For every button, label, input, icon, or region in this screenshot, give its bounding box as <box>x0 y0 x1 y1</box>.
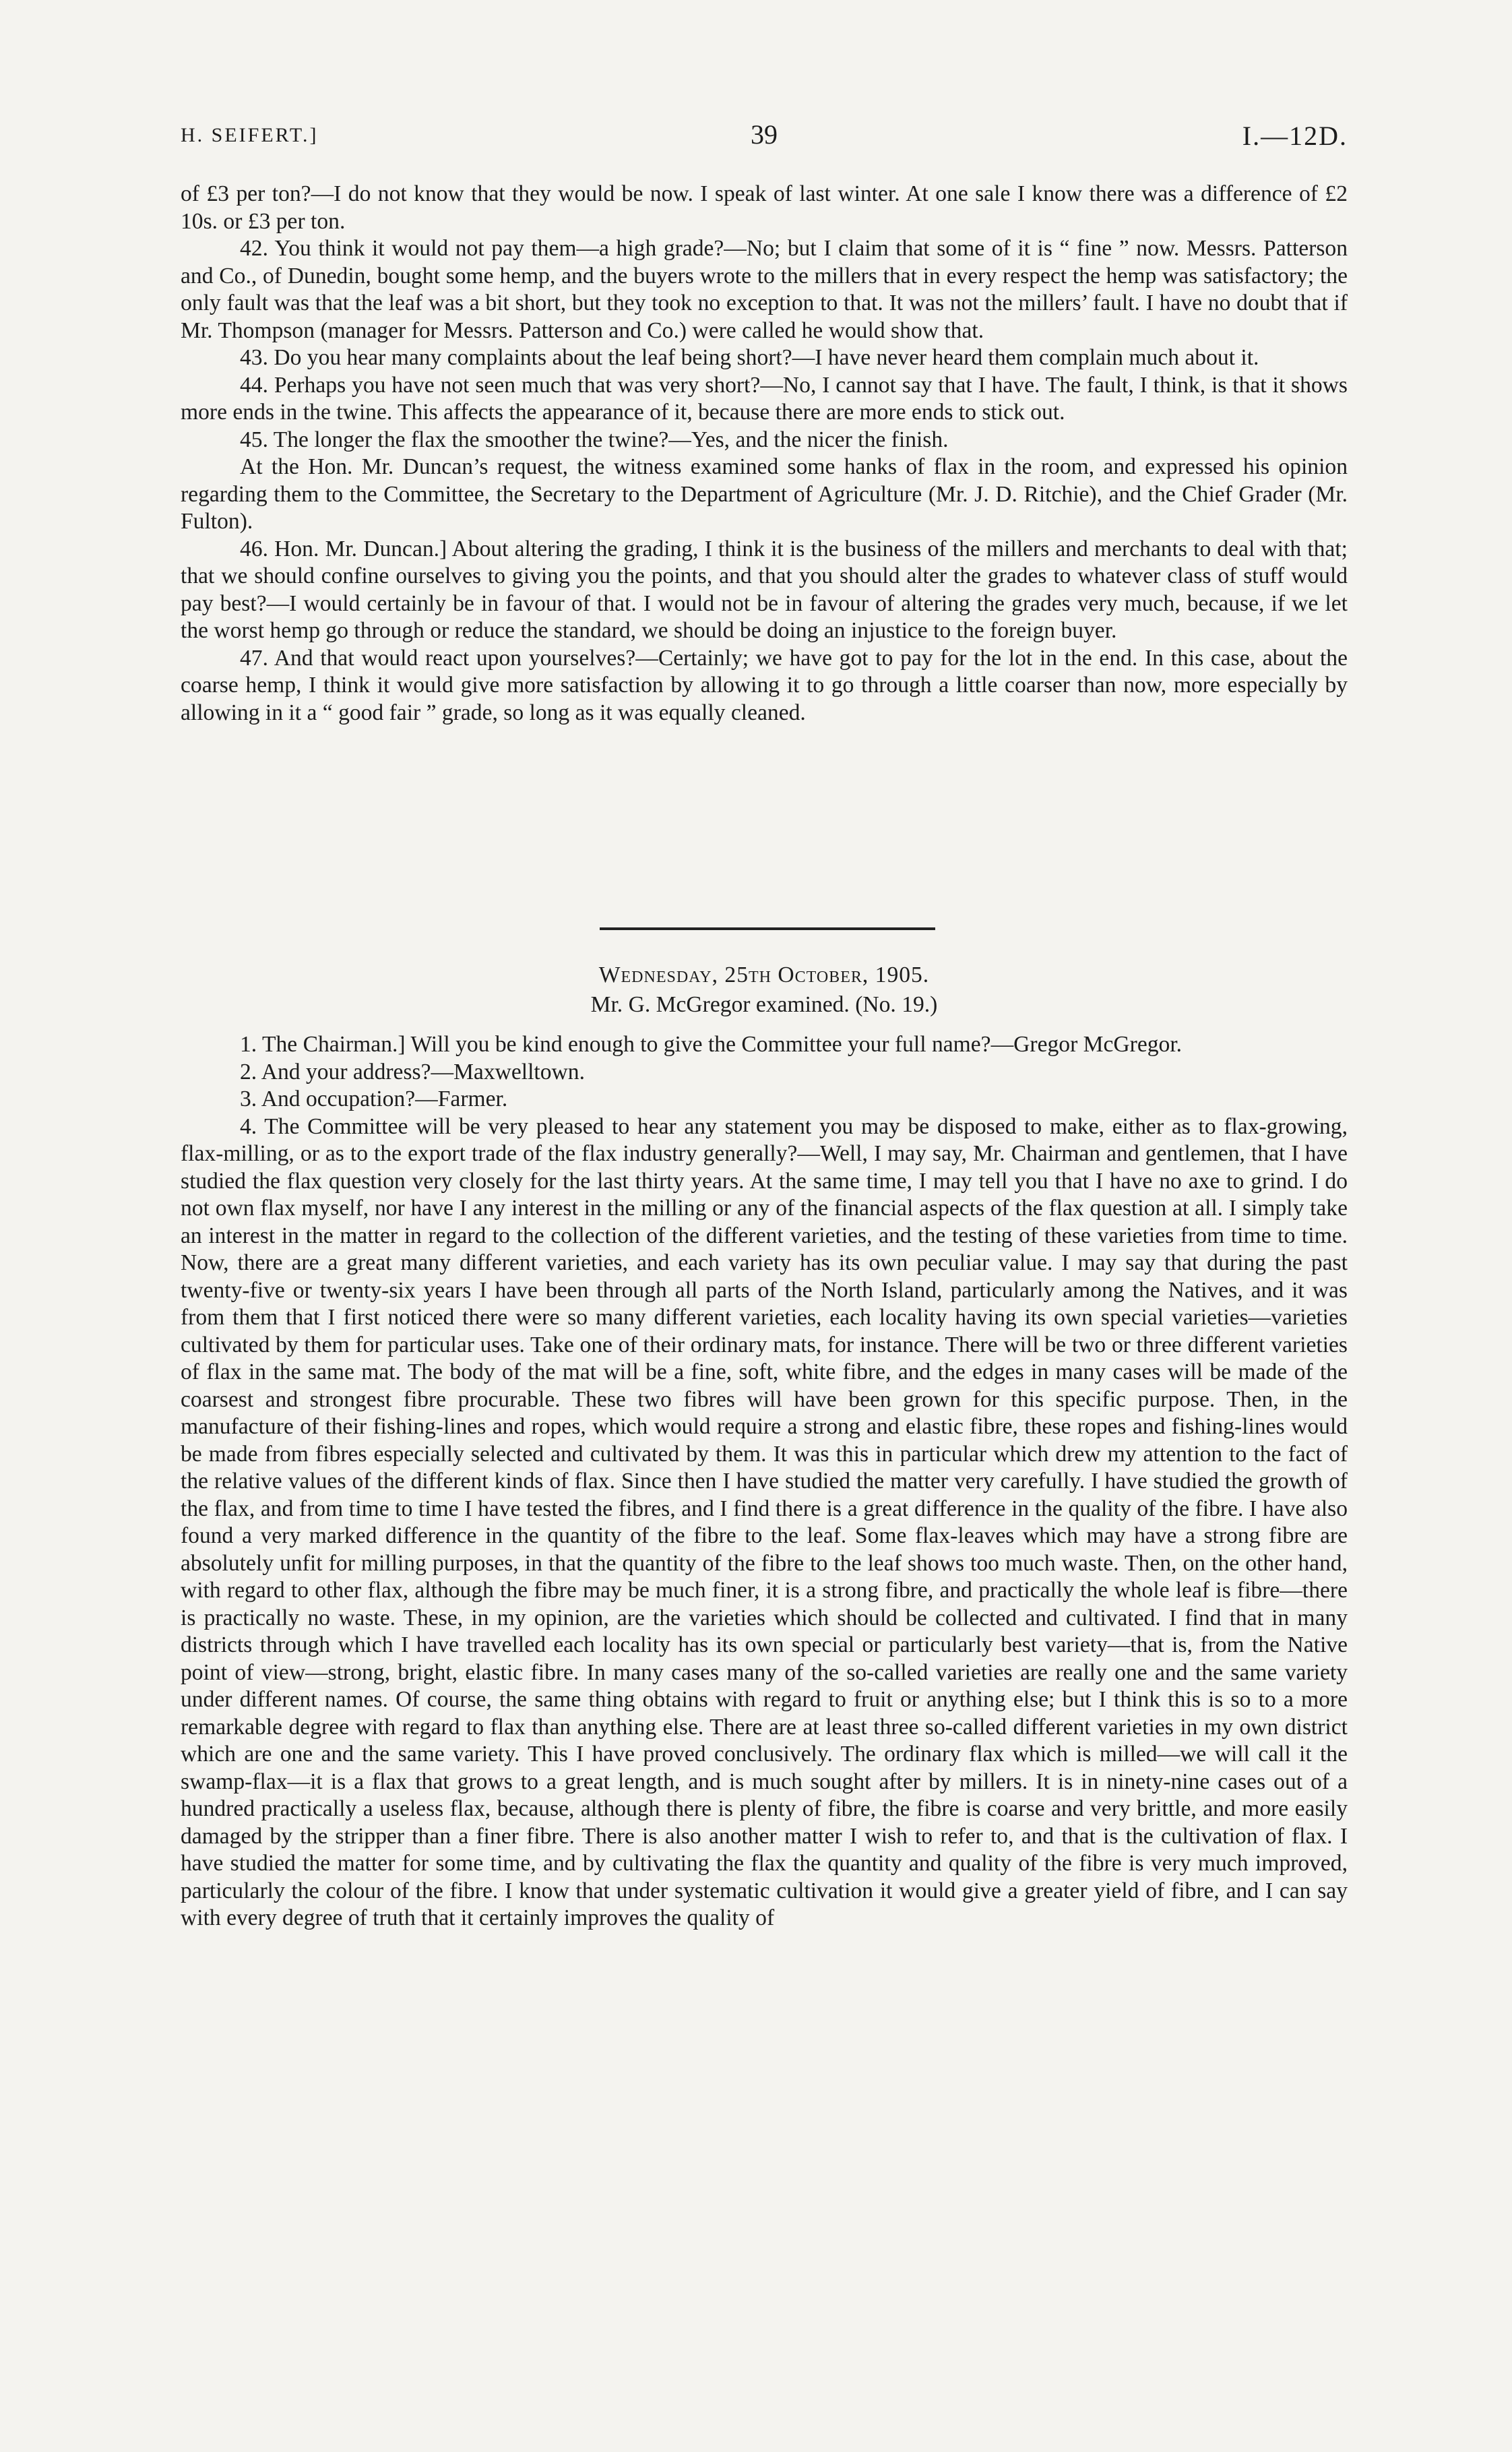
evidence-section-seifert <box>181 181 1348 727</box>
paragraph: 3. And occupation?—Farmer. <box>240 1086 508 1111</box>
section-divider <box>600 927 935 930</box>
paragraph: At the Hon. Mr. Duncan’s request, the witness examined some hanks of flax in the room, and expressed his opinion regarding them to the Committee, the Secretary to the Department of Agriculture (Mr. J. D. Ritchie), and the Chief Grader (Mr. Fulton). <box>181 454 1348 534</box>
page-number: 39 <box>751 119 778 150</box>
paragraph: 43. Do you hear many complaints about the leaf being short?—I have never heard them complain much about it. <box>240 345 1259 370</box>
paper-reference: I.—12D. <box>1242 121 1348 151</box>
paragraph: 44. Perhaps you have not seen much that was very short?—No, I cannot say that I have. The fault, I think, is that it shows more ends in the twine. This affects the appearance of it, because there are more ends to stick out. <box>181 372 1348 425</box>
page-header <box>181 119 1348 159</box>
paragraph: 4. The Committee will be very pleased to hear any statement you may be disposed to make, either as to flax-growing, flax-milling, or as to the export trade of the flax industry generally?—Well, I may say, Mr. Chairman and gentlemen, that I have studied the flax question very closely for the last thirty years. At the same time, I may tell you that I have no axe to grind. I do not own flax myself, nor have I any interest in the milling or any of the financial aspects of the flax question at all. I simply take an interest in the matter in regard to the collection of the different varieties, and the testing of these varieties from time to time. Now, there are a great many different varieties, and each variety has its own peculiar value. I may say that during the past twenty-five or twenty-six years I have been through all parts of the North Island, particularly among the Natives, and it was from them that I first noticed there were so many different varieties, each locality having its own special varieties—varieties cultivated by them for particular uses. Take one of their ordinary mats, for instance. There will be two or three different varieties of flax in the same mat. The body of the mat will be a fine, soft, white fibre, and the edges in many cases will be made of the coarsest and strongest fibre procurable. These two fibres will have been grown for this specific purpose. Then, in the manufacture of their fishing-lines and ropes, which would require a strong and elastic fibre, these ropes and fishing-lines would be made from fibres especially selected and cultivated by them. It was this in particular which drew my attention to the fact of the relative values of the different kinds of flax. Since then I have studied the matter very carefully. I have studied the growth of the flax, and from time to time I have tested the fibres, and I find there is a great difference in the quality of the fibre. I have also found a very marked difference in the quantity of the fibre to the leaf. Some flax-leaves which may have a strong fibre are absolutely unfit for milling purposes, in that the quantity of the fibre to the leaf shows too much waste. Then, on the other hand, with regard to other flax, although the fibre may be much finer, it is a strong fibre, and practically the whole leaf is fibre—there is practically no waste. These, in my opinion, are the varieties which should be collected and cultivated. I find that in many districts through which I have travelled each locality has its own special or particularly best variety—that is, from the Native point of view—strong, bright, elastic fibre. In many cases many of the so-called varieties are really one and the same variety under different names. Of course, the same thing obtains with regard to fruit or anything else; but I think this is so to a more remarkable degree with regard to flax than anything else. There are at least three so-called different varieties in my own district which are one and the same variety. This I have proved conclusively. The ordinary flax which is milled—we will call it the swamp-flax—it is a flax that grows to a great length, and is much sought after by millers. It is in ninety-nine cases out of a hundred practically a useless flax, because, although there is plenty of fibre, the fibre is coarse and very brittle, and more easily damaged by the stripper than a finer fibre. There is also another matter I wish to refer to, and that is the cultivation of flax. I have studied the matter for some time, and by cultivating the flax the quantity and quality of the fibre is very much improved, particularly the colour of the fibre. I know that under systematic cultivation it would give a greater yield of fibre, and I can say with every degree of truth that it certainly improves the quality of <box>181 1113 1348 1930</box>
header-witness-name: H. SEIFERT.] <box>181 124 319 146</box>
paragraph: 2. And your address?—Maxwelltown. <box>240 1059 585 1084</box>
paragraph: 45. The longer the flax the smoother the twine?—Yes, and the nicer the finish. <box>240 427 949 452</box>
date-heading: Wednesday, 25th October, 1905. <box>598 962 930 987</box>
paragraph: 46. Hon. Mr. Duncan.] About altering the grading, I think it is the business of the millers and merchants to deal with that; that we should confine ourselves to giving you the points, and that you should alter the grades to whatever class of stuff would pay best?—I would certainly be in favour of that. I would not be in favour of altering the grades very much, because, if we let the worst hemp go through or reduce the standard, we should be doing an injustice to the foreign buyer. <box>181 536 1348 643</box>
paragraph: of £3 per ton?—I do not know that they would be now. I speak of last winter. At one sale I know there was a difference of £2 10s. or £3 per ton. <box>181 181 1348 234</box>
evidence-section-mcgregor <box>181 1031 1348 1932</box>
paragraph: 47. And that would react upon yourselves?—Certainly; we have got to pay for the lot in the end. In this case, about the coarse hemp, I think it would give more satisfaction by allowing it to go through a little coarser than now, more especially by allowing in it a “ good fair ” grade, so long as it was equally cleaned. <box>181 645 1348 725</box>
paragraph: 1. The Chairman.] Will you be kind enough to give the Committee your full name?—Gregor McGregor. <box>240 1032 1183 1057</box>
witness-heading: Mr. G. McGregor examined. (No. 19.) <box>590 992 938 1017</box>
paragraph: 42. You think it would not pay them—a high grade?—No; but I claim that some of it is “ fine ” now. Messrs. Patterson and Co., of Dunedin, bought some hemp, and the buyers wrote to the millers that in every respect the hemp was satisfactory; the only fault was that the leaf was a bit short, but they took no exception to that. It was not the millers’ fault. I have no doubt that if Mr. Thompson (manager for Messrs. Patterson and Co.) were called he would show that. <box>181 236 1348 343</box>
